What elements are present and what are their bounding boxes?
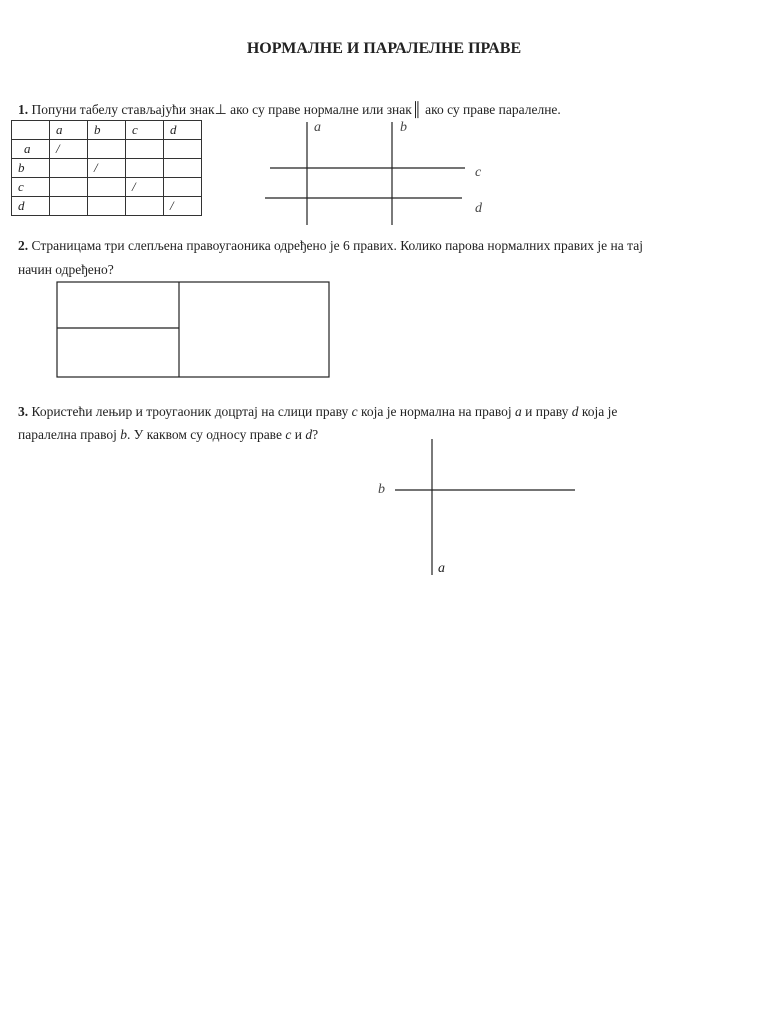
task3-text-part: која је	[581, 404, 618, 419]
perpendicular-sign: ⊥	[214, 103, 227, 118]
label-d: d	[475, 201, 482, 216]
table-row-header: d	[12, 197, 50, 216]
task1-text-part3: ако су праве паралелне.	[425, 102, 561, 117]
parallel-sign: ║	[411, 103, 422, 118]
task3-text-part: Користећи лењир и троугаоник доцртај на слици праву	[31, 404, 349, 419]
table-cell[interactable]: /	[126, 178, 164, 197]
table-header-cell: b	[88, 121, 126, 140]
table-header-cell: c	[126, 121, 164, 140]
label-c: c	[475, 165, 482, 180]
task2-line1: Страницама три слепљена правоугаоника одређено је 6 правих. Колико парова нормалних правих је на тај	[31, 238, 643, 253]
task1-text-part2: ако су праве нормалне или знак	[230, 102, 412, 117]
label-a-task3: a	[438, 561, 445, 576]
task1-text-part1: Попуни табелу стављајући знак	[31, 102, 215, 117]
task3-text-part: ?	[312, 427, 319, 442]
task2-text-line2: начин одређено?	[18, 262, 114, 277]
table-cell[interactable]: /	[88, 159, 126, 178]
task3-number: 3.	[18, 404, 29, 419]
table-row-header: b	[12, 159, 50, 178]
label-b-task3: b	[378, 482, 385, 497]
task3-var-a: a	[515, 404, 522, 419]
table-header-cell: d	[164, 121, 202, 140]
task3-text-part: . У каквом су односу праве	[127, 427, 282, 442]
task3-var-d: d	[305, 427, 313, 442]
task3-text-part: паралелна правој	[18, 427, 117, 442]
task3-text-part: и праву	[525, 404, 569, 419]
task2-number: 2.	[18, 238, 29, 253]
table-cell[interactable]: /	[164, 197, 202, 216]
label-a: a	[314, 120, 321, 135]
table-header-cell: a	[50, 121, 88, 140]
task3-text-part: и	[294, 427, 302, 442]
task2-text	[18, 234, 643, 258]
task3-var-b: b	[120, 427, 128, 442]
task1-number: 1.	[18, 102, 29, 117]
table-row-header: a	[12, 140, 50, 159]
page-title: НОРМАЛНЕ И ПАРАЛЕЛНЕ ПРАВЕ	[246, 40, 522, 57]
task3-var-d: d	[571, 404, 579, 419]
task3-text-part: која је нормална на правој	[361, 404, 512, 419]
task3-var-c: c	[351, 404, 358, 419]
table-cell[interactable]: /	[50, 140, 88, 159]
label-b: b	[400, 120, 407, 135]
task3-text-line1	[18, 400, 617, 424]
table-row-header: c	[12, 178, 50, 197]
task3-var-c: c	[285, 427, 292, 442]
glued-rectangles-outline	[57, 282, 329, 377]
task3-text-line2	[18, 423, 318, 447]
